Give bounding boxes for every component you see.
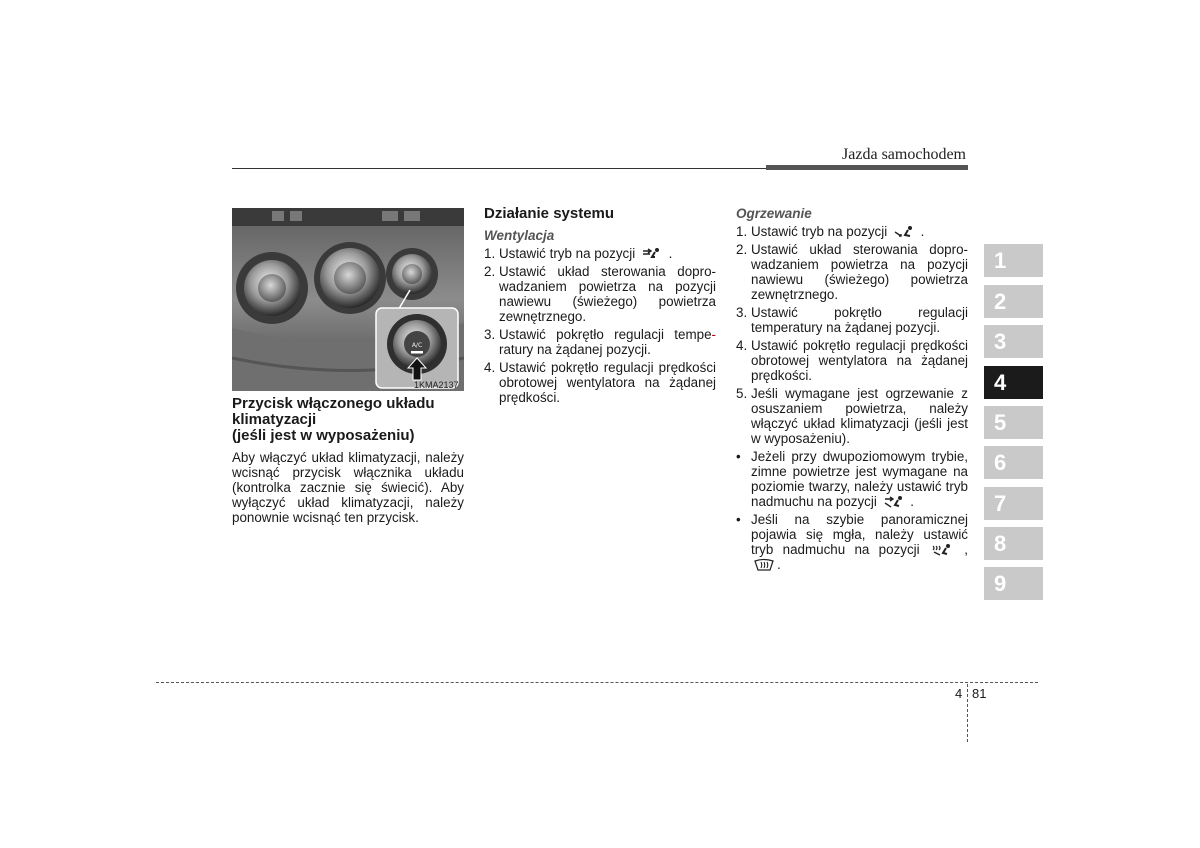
hyphen: -	[711, 327, 716, 342]
list-text: Ustawić pokrętło regulacji tempe	[499, 327, 712, 342]
list-item	[484, 327, 716, 357]
figure-code: 1KMA2137	[414, 380, 459, 390]
chapter-tab-4[interactable]: 4	[984, 366, 1043, 399]
bullet-symbol: •	[736, 512, 741, 527]
list-text: Ustawić układ sterowania dopro-wadzaniem powietrza na pozycji nawiewu (świeżego) powietrza zewnętrznego.	[751, 242, 968, 302]
list-text: Ustawić tryb na pozycji	[499, 246, 636, 261]
list-text: Ustawić pokrętło regulacji prędkości obrotowej wentylatora na żądanej prędkości.	[751, 338, 968, 383]
climate-control-photo	[232, 208, 464, 391]
chapter-tab-5[interactable]: 5	[984, 406, 1043, 439]
section-heading-line: (jeśli jest w wyposażeniu)	[232, 427, 415, 444]
list-text: Ustawić tryb na pozycji	[751, 224, 888, 239]
list-item	[736, 242, 968, 302]
page-number: 81	[972, 686, 987, 701]
section-heading-line: Przycisk włączonego układu	[232, 395, 435, 412]
bi-level-mode-icon	[883, 495, 905, 508]
section-body: Aby włączyć układ klimatyzacji, należy wcisnąć przycisk włącznika układu (kontrolka zacznie się świecić). Aby wyłączyć układ klimatyzacji, należy ponownie wcisnąć ten przycisk.	[232, 450, 464, 525]
vent-face-mode-icon	[641, 247, 663, 260]
chapter-tab-6[interactable]: 6	[984, 446, 1043, 479]
page-chapter: 4	[955, 686, 963, 701]
list-text: Jeśli wymagane jest ogrzewanie z osuszaniem powietrza, należy włączyć układ klimatyzacji (jeśli jest w wyposażeniu).	[751, 386, 968, 446]
section-heading: Działanie systemu	[484, 205, 615, 222]
list-text: Ustawić układ sterowania dopro-wadzaniem powietrza na pozycji nawiewu (świeżego) powietrza zewnętrznego.	[499, 264, 716, 324]
list-number: 1.	[736, 224, 748, 239]
chapter-tab-7[interactable]: 7	[984, 487, 1043, 520]
floor-mode-icon	[893, 225, 915, 238]
heating-section	[736, 206, 968, 572]
list-number: 3.	[736, 305, 748, 320]
header-rule-accent	[766, 165, 968, 170]
ac-button-section	[232, 396, 464, 525]
list-text: Ustawić pokrętło regulacji prędkości obrotowej wentylatora na żądanej prędkości.	[499, 360, 716, 405]
defrost-mode-icon	[753, 558, 775, 571]
footer-rule	[156, 682, 1038, 683]
ac-label: A/C	[411, 342, 423, 349]
footer-divider	[967, 684, 968, 742]
chapter-tab-1[interactable]: 1	[984, 244, 1043, 277]
list-number: 3.	[484, 327, 496, 342]
list-text: ratury na żądanej pozycji.	[499, 342, 651, 357]
list-number: 5.	[736, 386, 748, 401]
list-number: 2.	[736, 242, 748, 257]
floor-defrost-mode-icon	[931, 543, 953, 556]
chapter-tab-9[interactable]: 9	[984, 567, 1043, 600]
list-number: 4.	[736, 338, 748, 353]
list-item	[736, 386, 968, 446]
list-item	[484, 360, 716, 405]
bullet-item: • Jeśli na szybie panoramicznej pojawia się mgła, należy ustawić tryb nadmuchu na pozycji , .	[736, 512, 968, 572]
bullet-item: • Jeżeli przy dwupoziomowym trybie, zimne powietrze jest wymagane na poziomie twarzy, należy ustawić tryb nadmuchu na pozycji .	[736, 449, 968, 509]
list-number: 2.	[484, 264, 496, 279]
list-number: 4.	[484, 360, 496, 375]
chapter-tab-3[interactable]: 3	[984, 325, 1043, 358]
list-item	[736, 305, 968, 335]
list-item: 1. Ustawić tryb na pozycji .	[484, 246, 673, 261]
subsection-heading: Wentylacja	[484, 228, 555, 243]
chapter-tab-8[interactable]: 8	[984, 527, 1043, 560]
list-number: 1.	[484, 246, 496, 261]
list-text: Ustawić pokrętło regulacji temperatury na żądanej pozycji.	[751, 305, 968, 335]
section-heading-line: klimatyzacji	[232, 411, 317, 428]
list-item: 1. Ustawić tryb na pozycji .	[736, 224, 925, 239]
list-item	[736, 338, 968, 383]
subsection-heading: Ogrzewanie	[736, 206, 812, 221]
bullet-text: Jeżeli przy dwupoziomowym trybie, zimne powietrze jest wymagane na poziomie twarzy, należy ustawić tryb nadmuchu na pozycji	[751, 449, 968, 509]
running-header: Jazda samochodem	[842, 146, 966, 163]
bullet-text: Jeśli na szybie panoramicznej pojawia się mgła, należy ustawić tryb nadmuchu na pozycji	[751, 512, 968, 557]
chapter-tab-2[interactable]: 2	[984, 285, 1043, 318]
system-operation-section	[484, 206, 716, 405]
list-item	[484, 264, 716, 324]
bullet-symbol: •	[736, 449, 741, 464]
